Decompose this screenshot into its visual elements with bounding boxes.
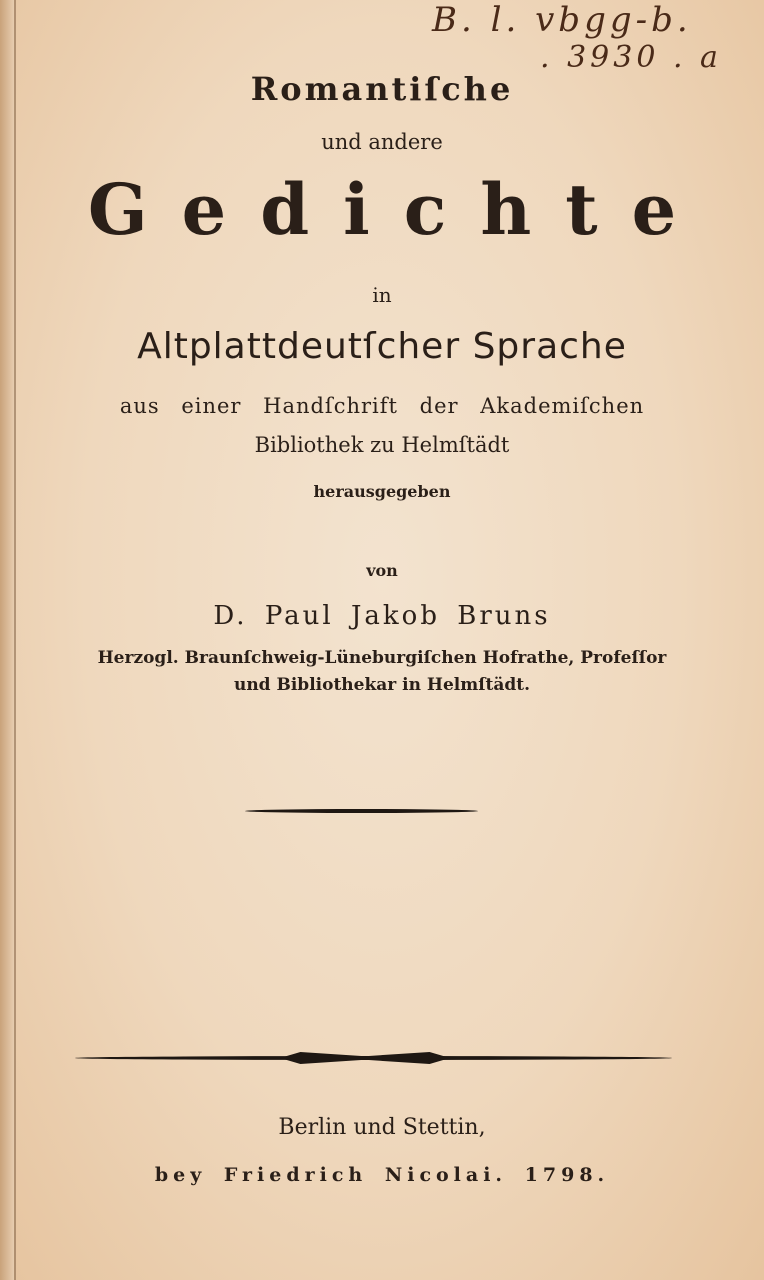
rule-ornament <box>280 1052 450 1064</box>
author-prefix: von <box>366 561 398 580</box>
author-name: D. Paul Jakob Bruns <box>213 601 551 631</box>
title-line-gedichte: Gedichte <box>87 168 711 251</box>
title-line-bibliothek: Bibliothek zu Helmſtädt <box>254 433 510 457</box>
title-line-herausgegeben: herausgegeben <box>313 482 451 501</box>
shelfmark-line-1: B. l. vbgg-b. <box>432 0 692 40</box>
title-line-romantische: Romantiſche <box>250 70 514 108</box>
imprint-place: Berlin und Stettin, <box>278 1115 486 1140</box>
title-line-altplattdeutscher: Altplattdeutſcher Sprache <box>137 326 627 367</box>
title-line-in: in <box>372 283 392 307</box>
author-role-line-1: Herzogl. Braunſchweig-Lüneburgiſchen Hofrathe, Profeſſor <box>97 648 667 668</box>
shelfmark-line-2: . 3930 . a <box>540 40 722 75</box>
ornamental-rule <box>245 809 478 813</box>
title-line-handschrift: aus einer Handſchrift der Akademiſchen <box>119 394 645 418</box>
author-role-line-2: und Bibliothekar in Helmſtädt. <box>233 675 531 695</box>
title-line-und-andere: und andere <box>321 130 443 154</box>
imprint-publisher: bey Friedrich Nicolai. 1798. <box>154 1164 610 1186</box>
